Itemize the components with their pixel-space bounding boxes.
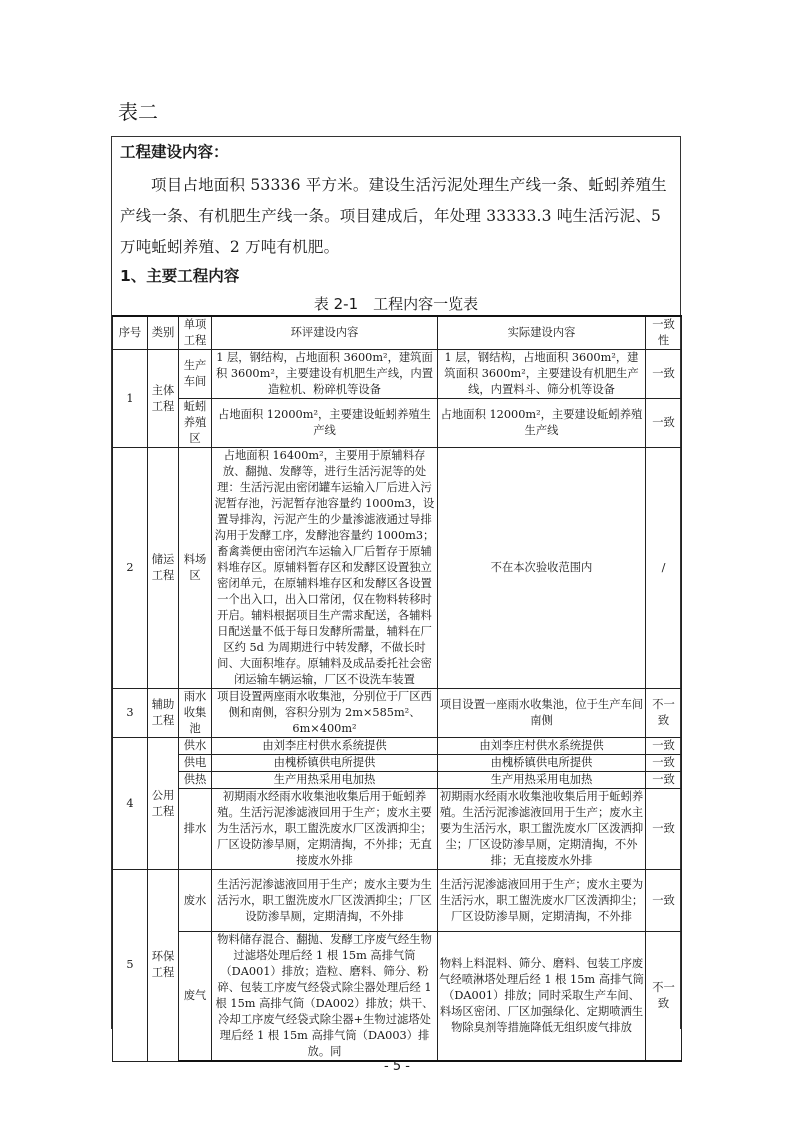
cell-consistency: 一致 bbox=[646, 870, 682, 932]
cell-item: 废水 bbox=[179, 870, 212, 932]
cell-consistency: 一致 bbox=[646, 738, 682, 755]
header-category: 类别 bbox=[148, 316, 179, 350]
cell-consistency: 一致 bbox=[646, 772, 682, 789]
table-row bbox=[113, 689, 682, 738]
table-row bbox=[113, 399, 682, 448]
cell-seq: 3 bbox=[113, 689, 148, 738]
cell-eia: 物料储存混合、翻抛、发酵工序废气经生物过滤塔处理后经 1 根 15m 高排气筒（DA001）排放；造粒、磨料、筛分、粉碎、包装工序废气经袋式除尘器处理后经 1 根 15m 高排气筒（DA002）排放；烘干、冷却工序废气经袋式除尘器+生物过滤塔处理后经 1 根 15m 高排气筒（DA003）排放。同 bbox=[212, 932, 438, 1062]
table-row bbox=[113, 932, 682, 1062]
cell-item: 料场区 bbox=[179, 448, 212, 689]
cell-item: 供水 bbox=[179, 738, 212, 755]
cell-seq: 2 bbox=[113, 448, 148, 689]
cell-category: 公用工程 bbox=[148, 738, 179, 870]
cell-actual: 项目设置一座雨水收集池，位于生产车间南侧 bbox=[438, 689, 646, 738]
cell-eia: 占地面积 16400m²，主要用于原辅料存放、翻抛、发酵等，进行生活污泥等的处理：生活污泥由密闭罐车运输入厂后进入污泥暂存池，污泥暂存池容量约 1000m3，设置导排沟，污泥产生的少量渗滤液通过导排沟用于发酵工序，发酵池容量约 1000m3；畜禽粪便由密闭汽车运输入厂后暂存于原辅料堆存区。原辅料暂存区和发酵区设置独立密闭单元，在原辅料堆存区和发酵区各设置一个出入口，出入口常闭，仅在物料转移时开启。辅料根据项目生产需求配送，各辅料日配送量不低于每日发酵所需量，辅料在厂区约 5d 为周期进行中转发酵，不做长时间、大面积堆存。原辅料及成品委托社会密闭运输车辆运输，厂区不设洗车装置 bbox=[212, 448, 438, 689]
cell-item: 生产车间 bbox=[179, 350, 212, 399]
cell-actual: 由刘李庄村供水系统提供 bbox=[438, 738, 646, 755]
cell-eia: 生活污泥渗滤液回用于生产；废水主要为生活污水，职工盥洗废水厂区泼洒抑尘；厂区设防渗旱厕，定期清掏，不外排 bbox=[212, 870, 438, 932]
cell-actual: 生活污泥渗滤液回用于生产；废水主要为生活污水，职工盥洗废水厂区泼洒抑尘；厂区设防渗旱厕，定期清掏，不外排 bbox=[438, 870, 646, 932]
cell-item: 雨水收集池 bbox=[179, 689, 212, 738]
cell-eia: 1 层，钢结构，占地面积 3600m²，建筑面积 3600m²，主要建设有机肥生产线，内置造粒机、粉碎机等设备 bbox=[212, 350, 438, 399]
cell-actual: 1 层，钢结构，占地面积 3600m²，建筑面积 3600m²，主要建设有机肥生产线，内置料斗、筛分机等设备 bbox=[438, 350, 646, 399]
cell-seq: 5 bbox=[113, 870, 148, 1062]
table-row bbox=[113, 350, 682, 399]
works-table bbox=[112, 315, 682, 1062]
cell-seq: 4 bbox=[113, 738, 148, 870]
cell-consistency: 一致 bbox=[646, 399, 682, 448]
table-header-row bbox=[113, 316, 682, 350]
cell-item: 蚯蚓养殖区 bbox=[179, 399, 212, 448]
table-row bbox=[113, 448, 682, 689]
cell-eia: 项目设置两座雨水收集池，分别位于厂区西侧和南侧，容积分别为 2m×585m²、6m×400m² bbox=[212, 689, 438, 738]
cell-actual: 占地面积 12000m²，主要建设蚯蚓养殖生产线 bbox=[438, 399, 646, 448]
cell-consistency: / bbox=[646, 448, 682, 689]
cell-actual: 不在本次验收范围内 bbox=[438, 448, 646, 689]
cell-category: 环保工程 bbox=[148, 870, 179, 1062]
cell-consistency: 不一致 bbox=[646, 932, 682, 1062]
table-row bbox=[113, 789, 682, 870]
cell-eia: 由刘李庄村供水系统提供 bbox=[212, 738, 438, 755]
header-consistency: 一致性 bbox=[646, 316, 682, 350]
table-row bbox=[113, 772, 682, 789]
cell-category: 主体工程 bbox=[148, 350, 179, 448]
table-caption: 表 2-1 工程内容一览表 bbox=[313, 295, 479, 313]
construction-content-heading: 工程建设内容： bbox=[120, 143, 229, 161]
cell-category: 储运工程 bbox=[148, 448, 179, 689]
table-row bbox=[113, 870, 682, 932]
cell-eia: 占地面积 12000m²，主要建设蚯蚓养殖生产线 bbox=[212, 399, 438, 448]
cell-eia: 生产用热采用电加热 bbox=[212, 772, 438, 789]
cell-actual: 物料上料混料、筛分、磨料、包装工序废气经喷淋塔处理后经 1 根 15m 高排气筒（DA001）排放；同时采取生产车间、料场区密闭、厂区加强绿化、定期喷洒生物除臭剂等措施降低无组织废气排放 bbox=[438, 932, 646, 1062]
table-row bbox=[113, 738, 682, 755]
page-number: - 5 - bbox=[384, 1059, 410, 1074]
cell-item: 供电 bbox=[179, 755, 212, 772]
cell-actual: 初期雨水经雨水收集池收集后用于蚯蚓养殖。生活污泥渗滤液回用于生产；废水主要为生活污水，职工盥洗废水厂区泼洒抑尘；厂区设防渗旱厕，定期清掏，不外排；无直接废水外排 bbox=[438, 789, 646, 870]
cell-actual: 由槐桥镇供电所提供 bbox=[438, 755, 646, 772]
section-title: 表二 bbox=[118, 100, 158, 124]
intro-paragraph: 项目占地面积 53336 平方米。建设生活污泥处理生产线一条、蚯蚓养殖生产线一条、有机肥生产线一条。项目建成后，年处理 33333.3 吨生活污泥、5 万吨蚯蚓养殖、2 万吨有机肥。 bbox=[120, 176, 667, 256]
cell-item: 排水 bbox=[179, 789, 212, 870]
table-row bbox=[113, 755, 682, 772]
header-item: 单项工程 bbox=[179, 316, 212, 350]
cell-seq: 1 bbox=[113, 350, 148, 448]
cell-consistency: 不一致 bbox=[646, 689, 682, 738]
cell-consistency: 一致 bbox=[646, 789, 682, 870]
header-eia: 环评建设内容 bbox=[212, 316, 438, 350]
cell-item: 供热 bbox=[179, 772, 212, 789]
cell-eia: 初期雨水经雨水收集池收集后用于蚯蚓养殖。生活污泥渗滤液回用于生产；废水主要为生活污水，职工盥洗废水厂区泼洒抑尘；厂区设防渗旱厕，定期清掏，不外排；无直接废水外排 bbox=[212, 789, 438, 870]
cell-category: 辅助工程 bbox=[148, 689, 179, 738]
cell-item: 废气 bbox=[179, 932, 212, 1062]
cell-consistency: 一致 bbox=[646, 755, 682, 772]
header-actual: 实际建设内容 bbox=[438, 316, 646, 350]
cell-actual: 生产用热采用电加热 bbox=[438, 772, 646, 789]
cell-consistency: 一致 bbox=[646, 350, 682, 399]
main-works-subheading: 1、主要工程内容 bbox=[120, 267, 240, 285]
header-seq: 序号 bbox=[113, 316, 148, 350]
cell-eia: 由槐桥镇供电所提供 bbox=[212, 755, 438, 772]
